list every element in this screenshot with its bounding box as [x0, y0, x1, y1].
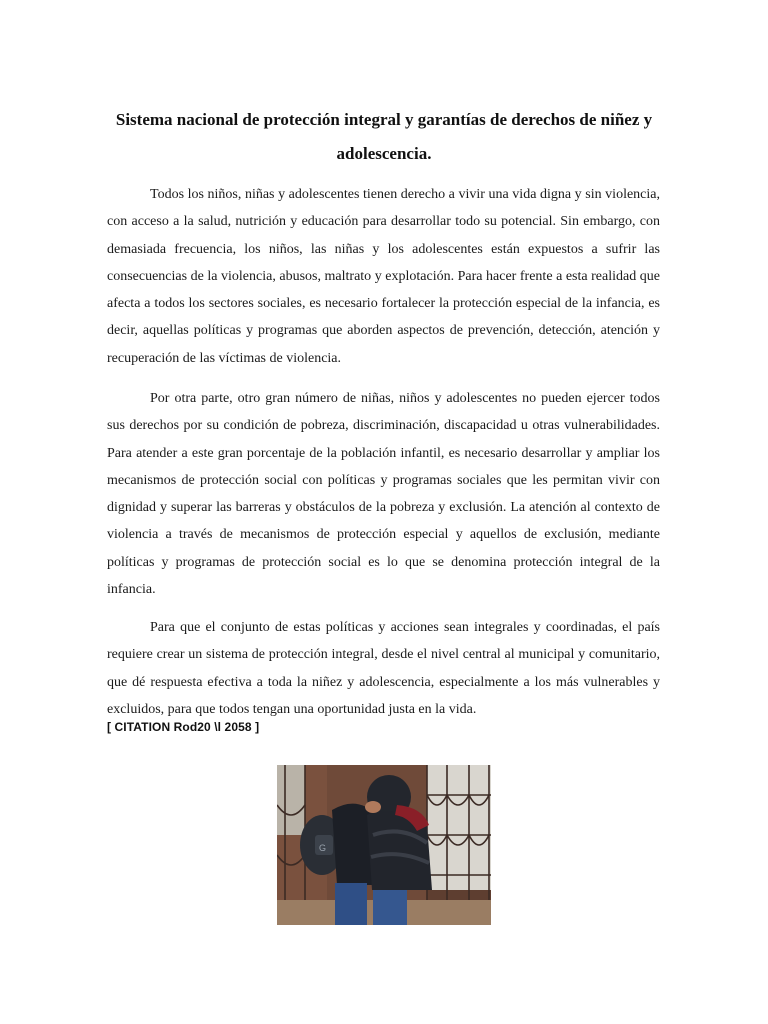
document-title: Sistema nacional de protección integral y garantías de derechos de niñez y adolescencia.	[115, 110, 653, 163]
paragraph-3: Para que el conjunto de estas políticas y acciones sean integrales y coordinadas, el país requiere crear un sistema de protección integral, desde el nivel central al municipal y comunitario, que dé respuesta efectiva a toda la niñez y adolescencia, especialmente a los más vulnerables y excluidos, para que todos tengan una oportunidad justa en la vida.	[107, 620, 660, 717]
svg-text:G: G	[319, 843, 327, 853]
citation-field: [ CITATION Rod20 \l 2058 ]	[107, 720, 260, 734]
paragraph-1: Todos los niños, niñas y adolescentes tienen derecho a vivir una vida digna y sin violencia, con acceso a la salud, nutrición y educación para desarrollar todo su potencial. Sin embargo, con demasiada frecuencia, los niños, las niñas y los adolescentes están expuestos a sufrir las consecuencias de la violencia, abusos, maltrato y explotación. Para hacer frente a esta realidad que afecta a todos los sectores sociales, es necesario fortalecer la protección especial de la infancia, es decir, aquellas políticas y programas que aborden aspectos de prevención, detección, atención y recuperación de las víctimas de violencia.	[107, 187, 660, 366]
children-hugging-photo	[277, 765, 491, 925]
paragraph-2: Por otra parte, otro gran número de niñas, niños y adolescentes no pueden ejercer todos sus derechos por su condición de pobreza, discriminación, discapacidad u otras vulnerabilidades. Para atender a este gran porcentaje de la población infantil, es necesario desarrollar y ampliar los mecanismos de protección social con políticas y programas sociales que les permitan vivir con dignidad y superar las barreras y obstáculos de la pobreza y exclusión. La atención al contexto de violencia a través de mecanismos de protección especial y aquellos de exclusión, mediante políticas y programas de protección social es lo que se denomina protección integral de la infancia.	[107, 391, 660, 598]
